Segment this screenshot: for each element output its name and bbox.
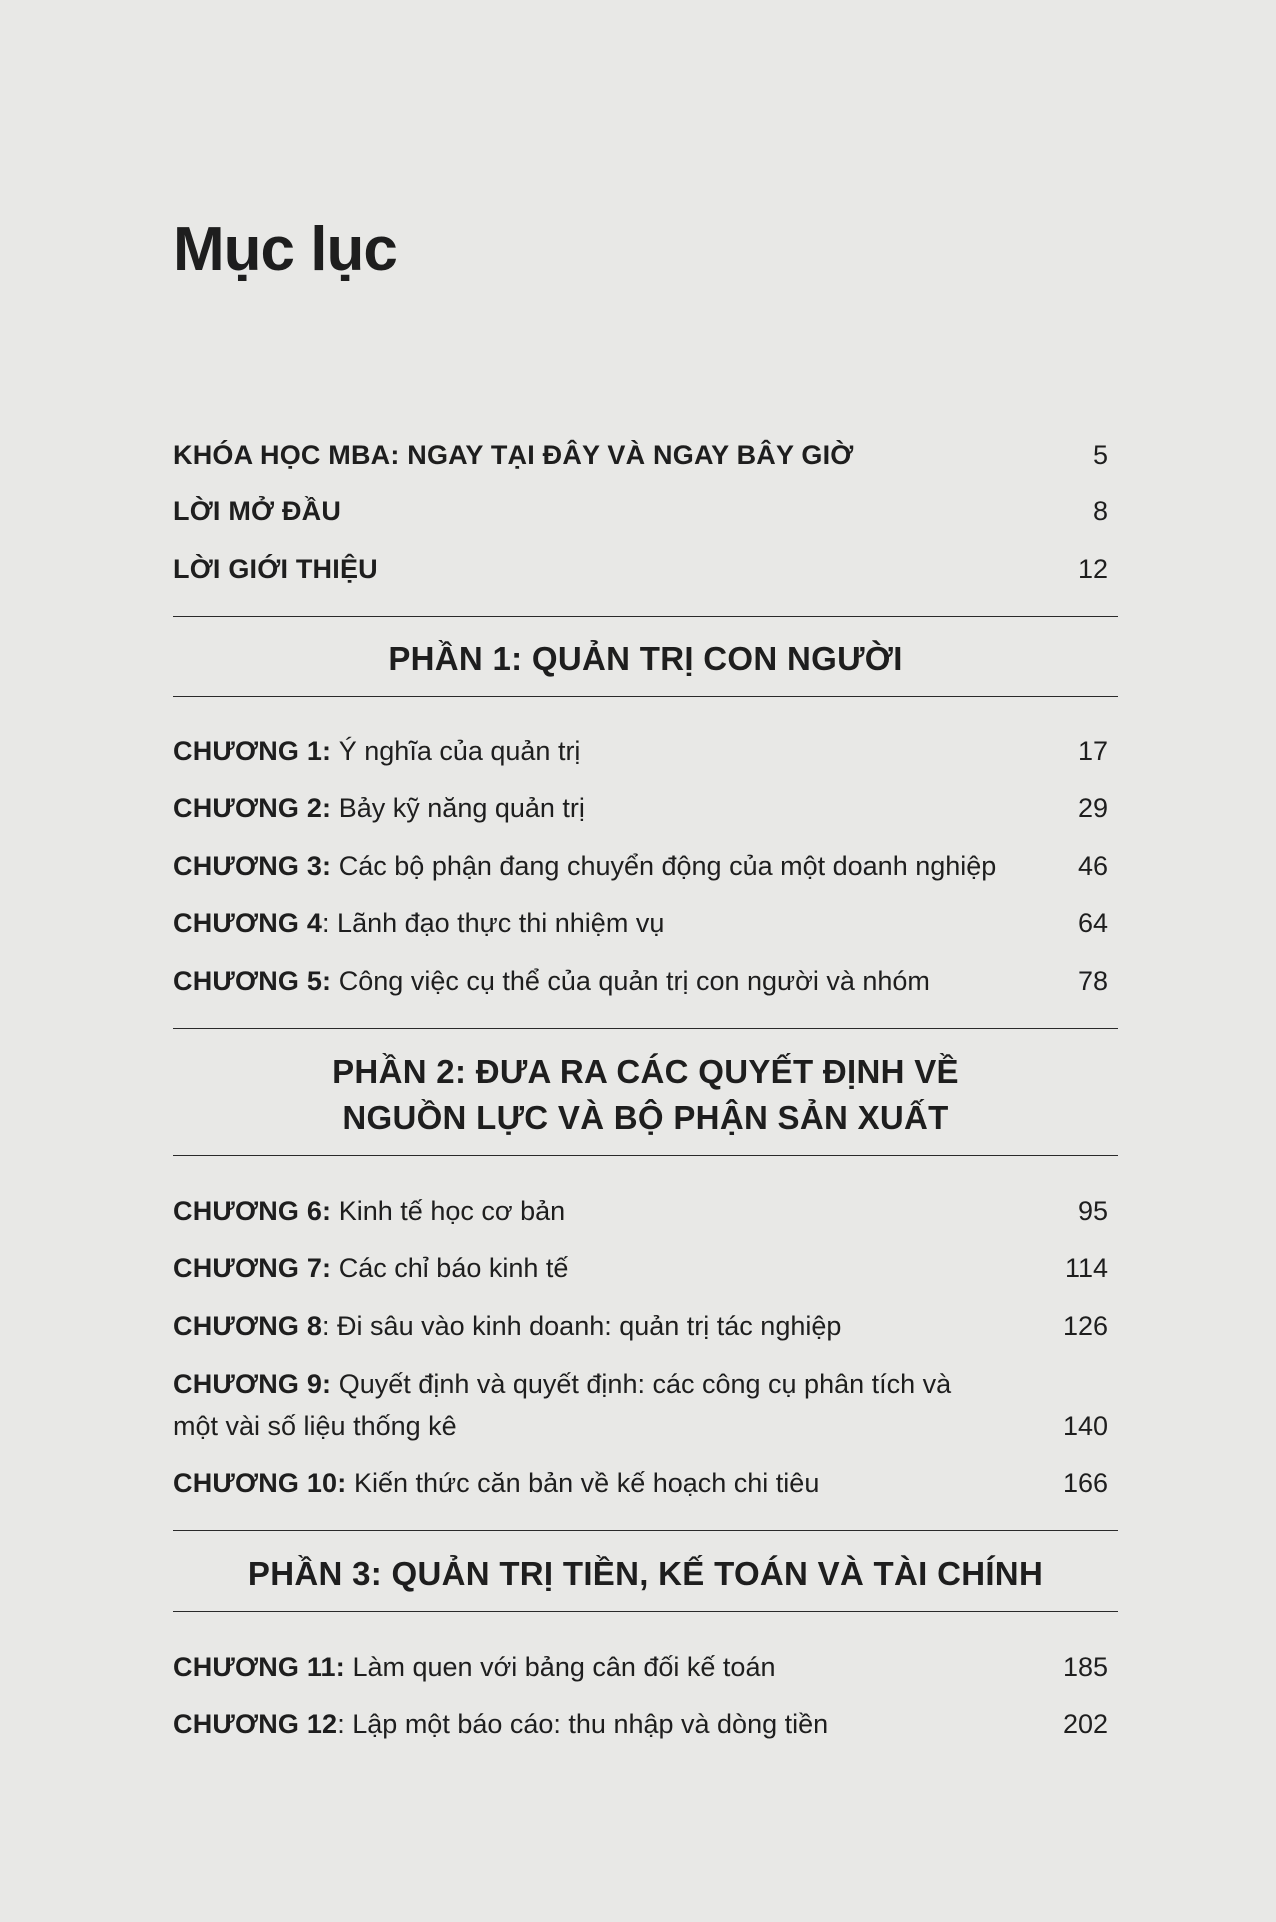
page-number: 126 [1062, 1311, 1108, 1341]
page-number: 95 [1077, 1196, 1108, 1226]
chapter-label: CHƯƠNG 2: [173, 793, 332, 823]
divider [173, 616, 1118, 617]
chapter-title-continued: một vài số liệu thống kê [173, 1411, 457, 1441]
chapter-label: CHƯƠNG 3: [173, 851, 332, 881]
divider [173, 1530, 1118, 1531]
page-number: 29 [1077, 793, 1108, 823]
chapter-label: CHƯƠNG 9: [173, 1369, 332, 1399]
divider [173, 1155, 1118, 1156]
chapter-title: Ý nghĩa của quản trị [338, 736, 581, 766]
chapter-title: Các chỉ báo kinh tế [338, 1253, 569, 1283]
divider [173, 1611, 1118, 1612]
part-3-heading [173, 1551, 1118, 1597]
chapter-label: CHƯƠNG 12 [173, 1709, 338, 1739]
page-number: 12 [1077, 554, 1108, 584]
divider [173, 1028, 1118, 1029]
toc-entry-chapter-9[interactable] [173, 1363, 1118, 1447]
page-number: 5 [1092, 440, 1108, 470]
chapter-title: : Đi sâu vào kinh doanh: quản trị tác nghiệp [322, 1311, 842, 1341]
divider [173, 696, 1118, 697]
chapter-label: CHƯƠNG 6: [173, 1196, 332, 1226]
chapter-title: Làm quen với bảng cân đối kế toán [352, 1652, 776, 1682]
part-2-heading [173, 1049, 1118, 1141]
chapter-label: CHƯƠNG 5: [173, 966, 332, 996]
part-1-heading [173, 636, 1118, 682]
page-title: Mục lục [173, 215, 397, 284]
entry-label: LỜI MỞ ĐẦU [173, 496, 342, 526]
chapter-label: CHƯƠNG 7: [173, 1253, 332, 1283]
chapter-title: Công việc cụ thể của quản trị con người và nhóm [338, 966, 930, 996]
chapter-title: : Lãnh đạo thực thi nhiệm vụ [322, 908, 665, 938]
chapter-title: : Lập một báo cáo: thu nhập và dòng tiền [337, 1709, 829, 1739]
page-number: 46 [1077, 851, 1108, 881]
part-title-line: NGUỒN LỰC VÀ BỘ PHẬN SẢN XUẤT [342, 1099, 949, 1136]
chapter-title: Các bộ phận đang chuyển động của một doanh nghiệp [338, 851, 997, 881]
page-number: 114 [1064, 1253, 1108, 1283]
chapter-label: CHƯƠNG 8 [173, 1311, 323, 1341]
chapter-label: CHƯƠNG 10: [173, 1468, 347, 1498]
entry-label: LỜI GIỚI THIỆU [173, 554, 378, 584]
chapter-title: Kiến thức căn bản về kế hoạch chi tiêu [353, 1468, 820, 1498]
page-number: 202 [1062, 1709, 1108, 1739]
chapter-title: Bảy kỹ năng quản trị [338, 793, 585, 823]
chapter-title: Kinh tế học cơ bản [338, 1196, 566, 1226]
page-number: 166 [1062, 1468, 1108, 1498]
page-number: 140 [1062, 1411, 1108, 1441]
chapter-label: CHƯƠNG 11: [173, 1652, 345, 1682]
part-title-line: PHẦN 3: QUẢN TRỊ TIỀN, KẾ TOÁN VÀ TÀI CHÍNH [247, 1555, 1044, 1592]
part-title-line: PHẦN 1: QUẢN TRỊ CON NGƯỜI [388, 640, 903, 677]
entry-label: KHÓA HỌC MBA: NGAY TẠI ĐÂY VÀ NGAY BÂY GIỜ [173, 440, 854, 470]
chapter-title: Quyết định và quyết định: các công cụ phân tích và [338, 1369, 952, 1399]
part-title-line: PHẦN 2: ĐƯA RA CÁC QUYẾT ĐỊNH VỀ [332, 1053, 959, 1090]
page-number: 8 [1092, 496, 1108, 526]
page-number: 17 [1077, 736, 1108, 766]
chapter-label: CHƯƠNG 4 [173, 908, 323, 938]
chapter-label: CHƯƠNG 1: [173, 736, 332, 766]
page-number: 64 [1077, 908, 1108, 938]
page-number: 185 [1062, 1652, 1108, 1682]
page-number: 78 [1077, 966, 1108, 996]
